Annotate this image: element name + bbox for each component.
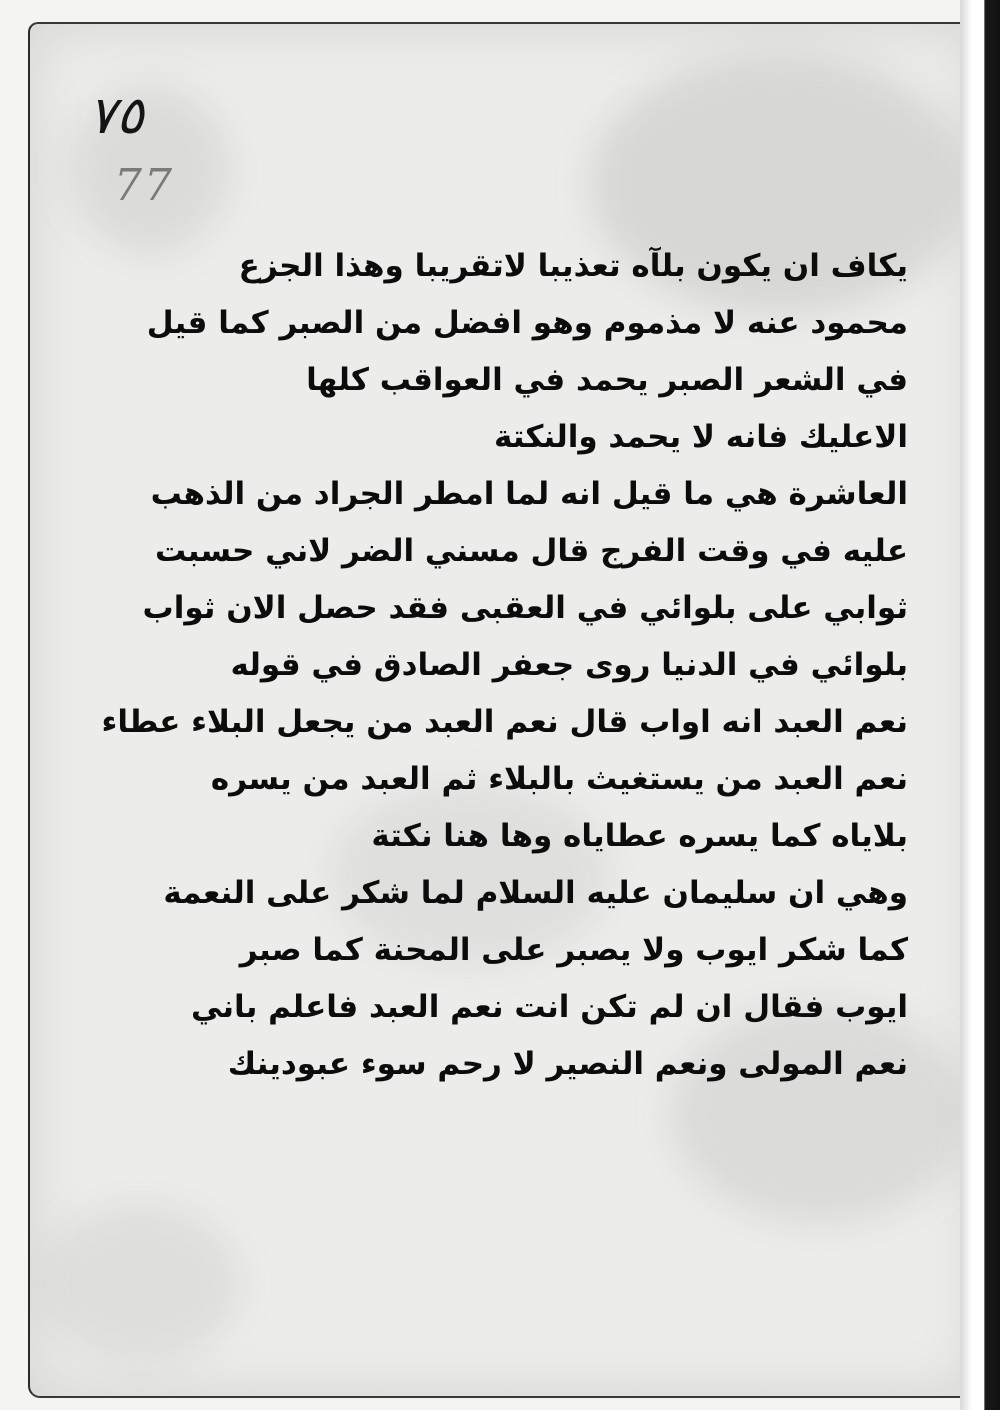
manuscript-line: ثوابي على بلوائي في العقبى فقد حصل الان ثواب xyxy=(142,590,908,626)
folio-number-pencil: 77 xyxy=(114,160,174,211)
manuscript-line: يكاف ان يكون بلآه تعذيبا لاتقريبا وهذا الجزع xyxy=(238,248,908,284)
manuscript-line: وهي ان سليمان عليه السلام لما شكر على النعمة xyxy=(163,875,908,911)
manuscript-line: كما شكر ايوب ولا يصبر على المحنة كما صبر xyxy=(239,932,908,968)
manuscript-text-block xyxy=(101,238,908,1093)
manuscript-line: نعم العبد انه اواب قال نعم العبد من يجعل البلاء عطاء xyxy=(101,704,908,740)
manuscript-line: العاشرة هي ما قيل انه لما امطر الجراد من الذهب xyxy=(150,476,908,512)
book-spine-edge xyxy=(960,0,1000,1410)
manuscript-line: الاعليك فانه لا يحمد والنكتة xyxy=(493,419,908,455)
manuscript-line: محمود عنه لا مذموم وهو افضل من الصبر كما قيل xyxy=(146,305,908,341)
folio-number-ink: ٧٥ xyxy=(88,86,144,146)
water-stain xyxy=(40,1204,240,1364)
manuscript-line: نعم العبد من يستغيث بالبلاء ثم العبد من يسره xyxy=(210,761,908,797)
manuscript-line: نعم المولى ونعم النصير لا رحم سوء عبودينك xyxy=(227,1046,908,1082)
manuscript-line: بلوائي في الدنيا روى جعفر الصادق في قوله xyxy=(230,647,908,683)
manuscript-line: عليه في وقت الفرج قال مسني الضر لاني حسبت xyxy=(154,533,908,569)
manuscript-line: ايوب فقال ان لم تكن انت نعم العبد فاعلم باني xyxy=(191,989,908,1025)
manuscript-line: بلاياه كما يسره عطاياه وها هنا نكتة xyxy=(371,818,908,854)
manuscript-line: في الشعر الصبر يحمد في العواقب كلها xyxy=(306,362,908,398)
